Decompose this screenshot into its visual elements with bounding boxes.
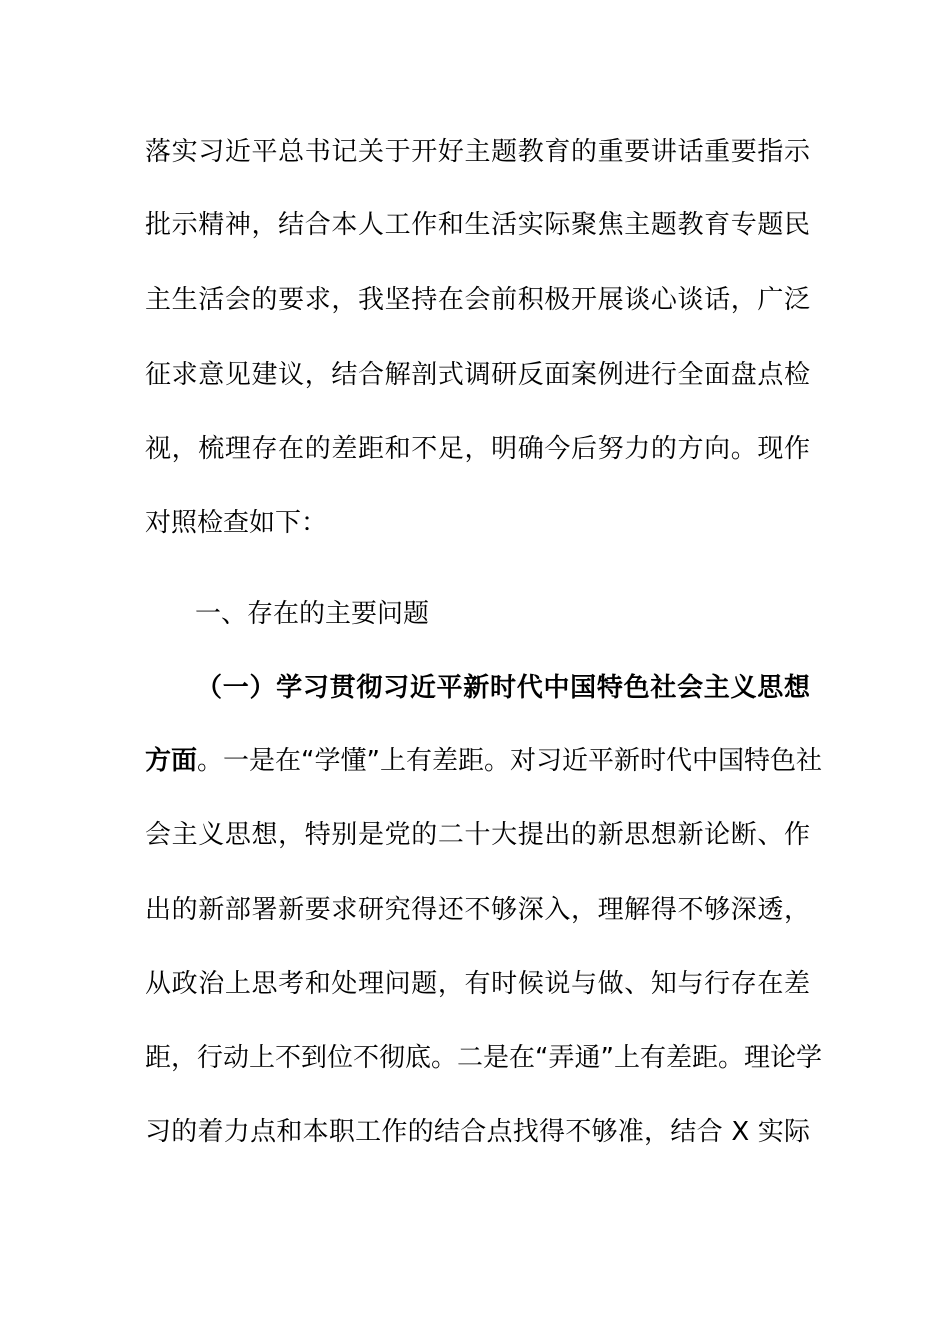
paragraph-line: 距，行动上不到位不彻底。二是在“弄通”上有差距。理论学 bbox=[145, 1043, 822, 1073]
subsection-line bbox=[145, 739, 822, 783]
paragraph-line: 征求意见建议，结合解剖式调研反面案例进行全面盘点检 bbox=[145, 360, 810, 390]
paragraph-line: 对照检查如下： bbox=[145, 508, 328, 538]
paragraph-line: 主生活会的要求，我坚持在会前积极开展谈心谈话，广泛 bbox=[145, 285, 810, 315]
paragraph-line: 落实习近平总书记关于开好主题教育的重要讲话重要指示 bbox=[145, 137, 810, 167]
subsection-text: 。一是在“学懂”上有差距。对习近平新时代中国特色社 bbox=[197, 746, 822, 776]
paragraph-line: 会主义思想，特别是党的二十大提出的新思想新论断、作 bbox=[145, 820, 810, 850]
subsection-title: （一）学习贯彻习近平新时代中国特色社会主义思想 bbox=[196, 673, 810, 703]
paragraph-line: 批示精神，结合本人工作和生活实际聚焦主题教育专题民 bbox=[145, 210, 810, 240]
paragraph-line: 出的新部署新要求研究得还不够深入，理解得不够深透， bbox=[145, 895, 810, 925]
paragraph-line: 视，梳理存在的差距和不足，明确今后努力的方向。现作 bbox=[145, 434, 810, 464]
paragraph-line: 习的着力点和本职工作的结合点找得不够准，结合 X 实际 bbox=[145, 1117, 810, 1147]
section-heading: 一、存在的主要问题 bbox=[195, 599, 430, 629]
paragraph-line: 从政治上思考和处理问题，有时候说与做、知与行存在差 bbox=[145, 969, 810, 999]
subsection-title-end: 方面 bbox=[145, 746, 198, 776]
